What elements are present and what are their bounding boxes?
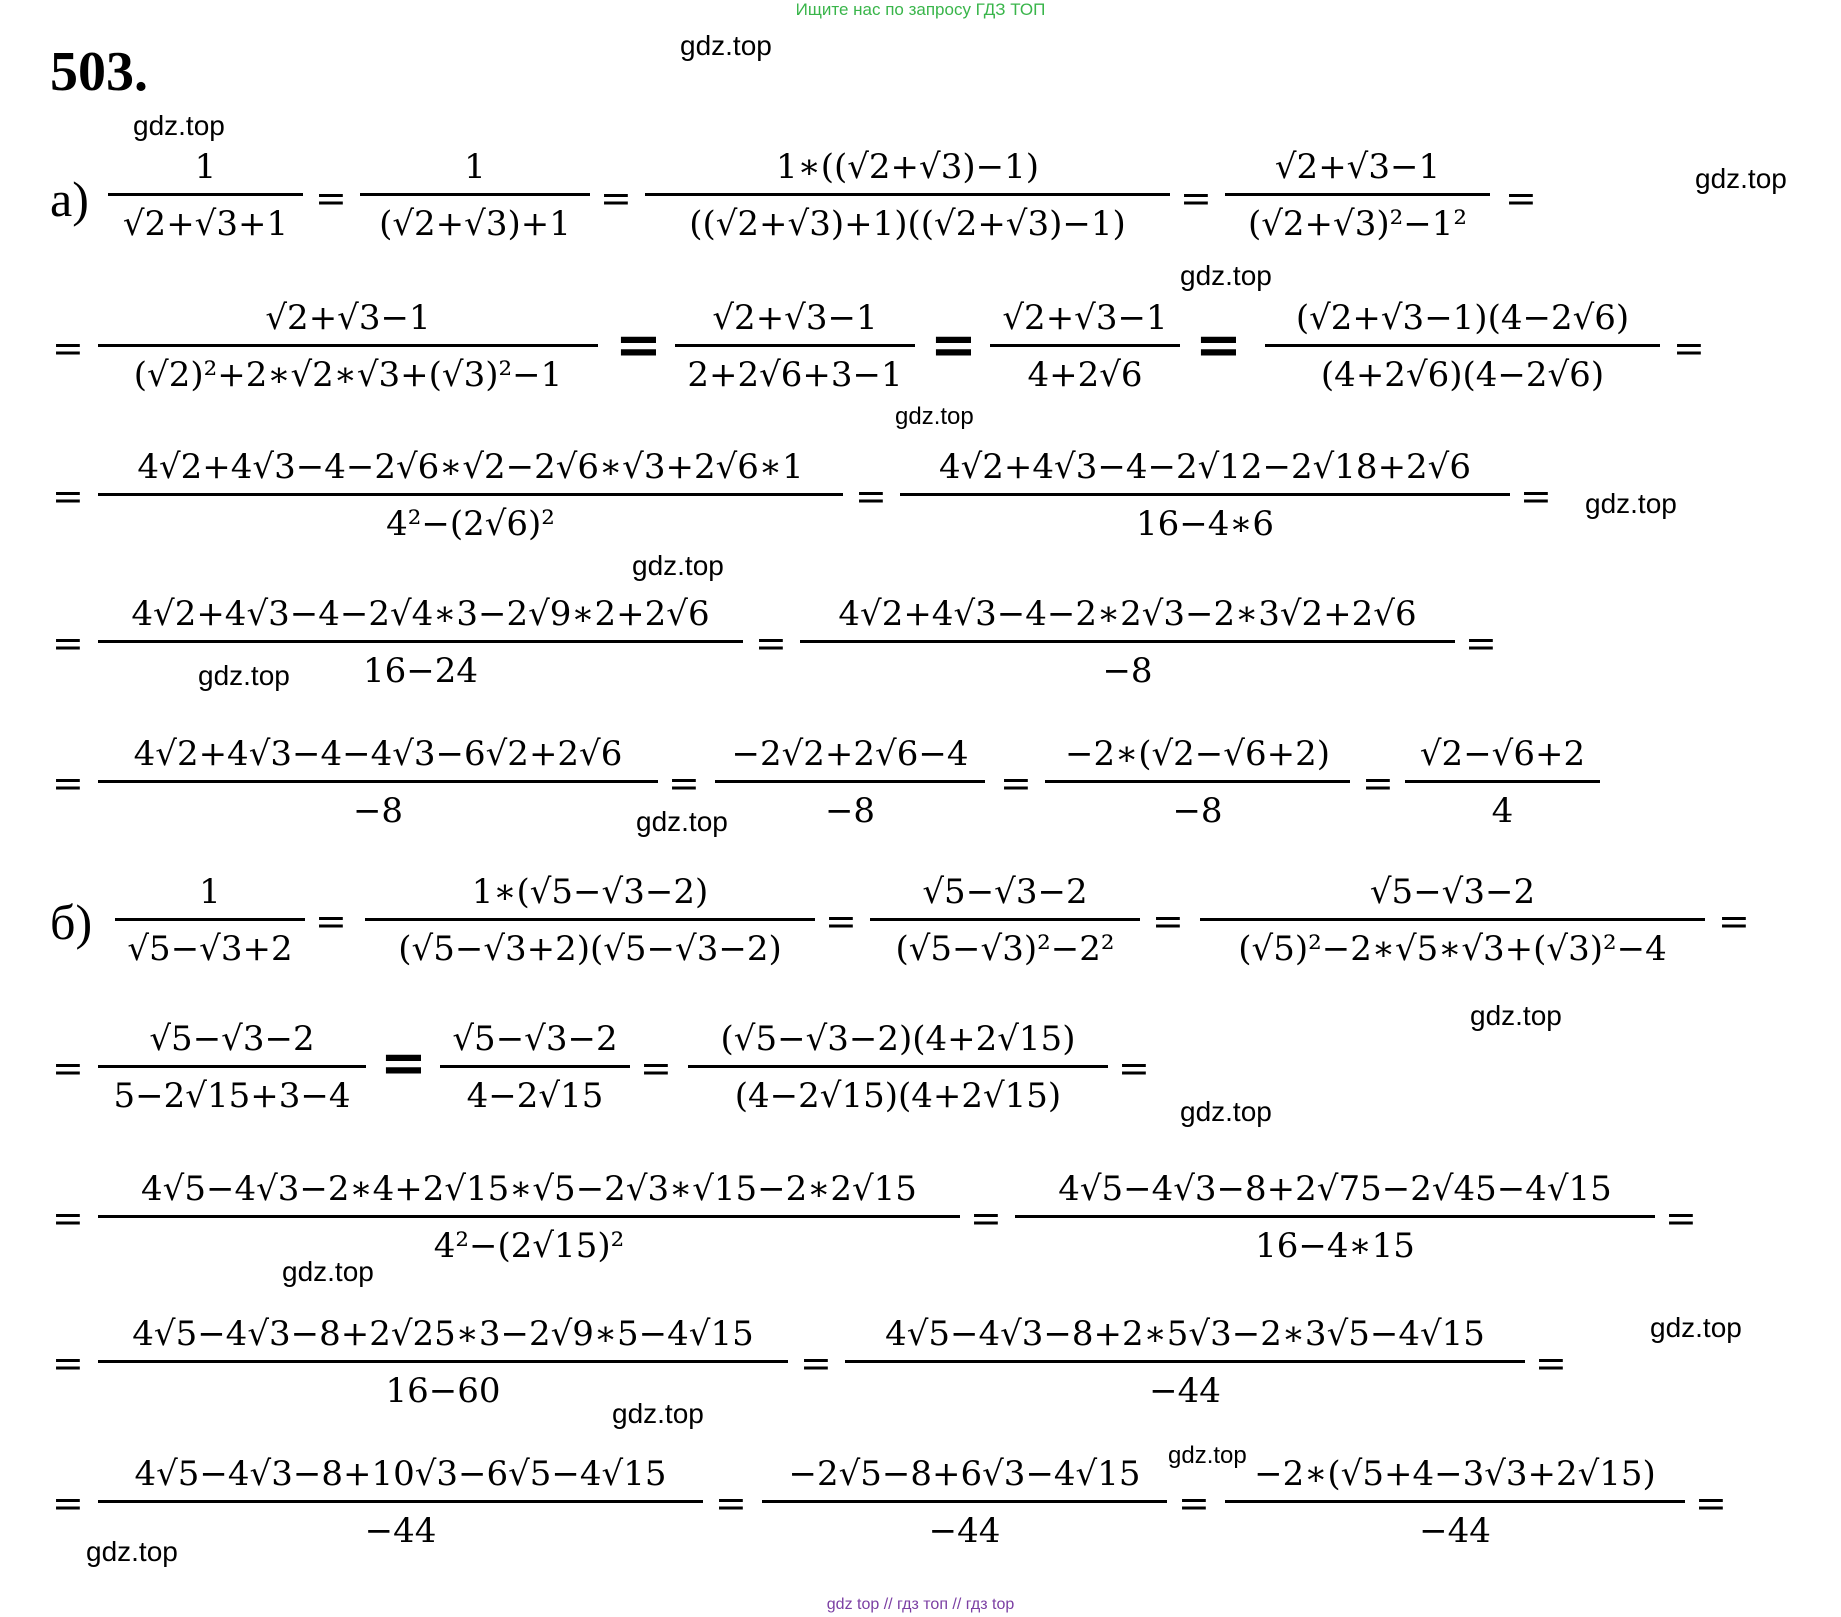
numerator: 4√2+4√3−4−2√6∗√2−2√6∗√3+2√6∗1: [137, 447, 804, 487]
numerator: (√2+√3−1)(4−2√6): [1295, 298, 1630, 338]
equals-sign: =: [52, 326, 84, 370]
fraction: [1200, 870, 1705, 971]
numerator: 4√5−4√3−8+2√75−2√45−4√15: [1058, 1169, 1612, 1209]
denominator: (√2)²+2∗√2∗√3+(√3)²−1: [133, 355, 563, 395]
equals-sign: =: [1180, 176, 1212, 220]
part-b-label: б): [50, 894, 93, 950]
equals-sign: =: [1520, 474, 1552, 518]
denominator: 16−60: [385, 1371, 501, 1411]
numerator: 1∗((√2+√3)−1): [775, 147, 1039, 187]
watermark: gdz.top: [632, 550, 724, 581]
fraction: [645, 145, 1170, 246]
fraction: [98, 296, 598, 397]
denominator: 16−4∗15: [1255, 1226, 1415, 1266]
numerator: 4√2+4√3−4−4√3−6√2+2√6: [133, 734, 623, 774]
fraction: [1405, 732, 1600, 833]
denominator: −8: [1172, 791, 1223, 831]
watermark: gdz.top: [636, 806, 728, 837]
numerator: √2−√6+2: [1419, 734, 1586, 774]
fraction: [870, 870, 1140, 971]
fraction: [360, 145, 590, 246]
numerator: 4√2+4√3−4−2∗2√3−2∗3√2+2√6: [838, 594, 1417, 634]
fraction: [900, 445, 1510, 546]
denominator: 4²−(2√6)²: [386, 504, 555, 544]
numerator: √5−√3−2: [922, 872, 1088, 912]
equals-sign: =: [52, 1196, 84, 1240]
equals-sign: =: [1718, 899, 1750, 943]
fraction: [98, 732, 658, 833]
denominator: (√5)²−2∗√5∗√3+(√3)²−4: [1238, 929, 1667, 969]
denominator: (4−2√15)(4+2√15): [734, 1076, 1062, 1116]
equals-sign: =: [800, 1341, 832, 1385]
denominator: 16−24: [362, 651, 478, 691]
equals-sign: =: [1178, 1481, 1210, 1525]
search-banner[interactable]: Ищите нас по запросу ГДЗ ТОП: [795, 0, 1046, 19]
equals-sign: =: [855, 474, 887, 518]
numerator: 1∗(√5−√3−2): [471, 872, 709, 912]
watermark: gdz.top: [1180, 260, 1272, 291]
footer-links[interactable]: gdz top // гдз топ // гдз top: [826, 1596, 1015, 1613]
fraction: [98, 445, 843, 546]
denominator: 4²−(2√15)²: [433, 1226, 625, 1266]
watermark: gdz.top: [86, 1536, 178, 1567]
fraction: [845, 1312, 1525, 1413]
denominator: √2+√3+1: [122, 204, 289, 244]
numerator: (√5−√3−2)(4+2√15): [720, 1019, 1076, 1059]
denominator: (√2+√3)+1: [379, 204, 571, 244]
numerator: √5−√3−2: [149, 1019, 315, 1059]
denominator: −44: [1419, 1511, 1491, 1551]
equals-sign: =: [1195, 312, 1242, 378]
equals-sign: =: [52, 761, 84, 805]
fraction: [98, 1452, 703, 1553]
watermark: gdz.top: [1168, 1442, 1247, 1469]
numerator: −2√2+2√6−4: [731, 734, 969, 774]
equals-sign: =: [52, 1341, 84, 1385]
equals-sign: =: [930, 312, 977, 378]
fraction: [688, 1017, 1108, 1118]
denominator: √5−√3+2: [127, 929, 293, 969]
fraction: [990, 296, 1180, 397]
fraction: [800, 592, 1455, 693]
numerator: −2√5−8+6√3−4√15: [788, 1454, 1141, 1494]
fraction: [365, 870, 815, 971]
equals-sign: =: [825, 899, 857, 943]
watermark: gdz.top: [1650, 1312, 1742, 1343]
denominator: 4−2√15: [466, 1076, 604, 1116]
fraction: [1225, 145, 1490, 246]
fraction: [1225, 1452, 1685, 1553]
denominator: 5−2√15+3−4: [113, 1076, 351, 1116]
equals-sign: =: [1152, 899, 1184, 943]
fraction: [108, 145, 303, 246]
equals-sign: =: [52, 621, 84, 665]
equals-sign: =: [52, 1481, 84, 1525]
watermark: gdz.top: [1695, 163, 1787, 194]
numerator: 1: [199, 872, 221, 912]
equals-sign: =: [1465, 621, 1497, 665]
watermark: gdz.top: [1180, 1096, 1272, 1127]
numerator: 1: [194, 147, 217, 187]
watermark: gdz.top: [198, 660, 290, 691]
fraction: [98, 592, 743, 693]
equals-sign: =: [1673, 326, 1705, 370]
numerator: 4√5−4√3−8+10√3−6√5−4√15: [134, 1454, 667, 1494]
numerator: 4√5−4√3−8+2∗5√3−2∗3√5−4√15: [885, 1314, 1485, 1354]
numerator: 4√5−4√3−8+2√25∗3−2√9∗5−4√15: [132, 1314, 754, 1354]
denominator: −8: [824, 791, 876, 831]
denominator: −44: [1149, 1371, 1221, 1411]
fraction: [115, 870, 305, 971]
denominator: 2+2√6+3−1: [687, 355, 903, 395]
watermark: gdz.top: [1470, 1000, 1562, 1031]
fraction: [1265, 296, 1660, 397]
equals-sign: =: [1535, 1341, 1567, 1385]
watermark: gdz.top: [680, 30, 772, 61]
denominator: −8: [1102, 651, 1153, 691]
denominator: 4+2√6: [1027, 355, 1143, 395]
equals-sign: =: [600, 176, 632, 220]
denominator: (√5−√3+2)(√5−√3−2): [398, 929, 782, 969]
equals-sign: =: [715, 1481, 747, 1525]
equals-sign: =: [970, 1196, 1002, 1240]
numerator: √2+√3−1: [712, 298, 878, 338]
fraction: [1015, 1167, 1655, 1268]
equals-sign: =: [1505, 176, 1537, 220]
denominator: −8: [352, 791, 404, 831]
denominator: −44: [928, 1511, 1001, 1551]
equals-sign: =: [668, 761, 700, 805]
denominator: 4: [1491, 791, 1514, 831]
watermark: gdz.top: [612, 1398, 704, 1429]
part-a-label: а): [50, 171, 89, 227]
denominator: −44: [364, 1511, 437, 1551]
denominator: (√2+√3)²−1²: [1248, 204, 1467, 244]
equals-sign: =: [615, 312, 662, 378]
watermark: gdz.top: [1585, 488, 1677, 519]
numerator: √2+√3−1: [265, 298, 431, 338]
numerator: −2∗(√5+4−3√3+2√15): [1254, 1454, 1656, 1494]
problem-number: 503.: [50, 41, 148, 103]
numerator: 4√5−4√3−2∗4+2√15∗√5−2√3∗√15−2∗2√15: [141, 1169, 917, 1209]
numerator: 4√2+4√3−4−2√12−2√18+2√6: [939, 447, 1471, 487]
equals-sign: =: [52, 1046, 84, 1090]
denominator: (√5−√3)²−2²: [895, 929, 1115, 969]
numerator: √5−√3−2: [1369, 872, 1536, 912]
equals-sign: =: [640, 1046, 672, 1090]
equals-sign: =: [1118, 1046, 1150, 1090]
fraction: [1045, 732, 1350, 833]
numerator: √2+√3−1: [1274, 147, 1441, 187]
equals-sign: =: [315, 899, 347, 943]
fraction: [98, 1017, 366, 1118]
numerator: √2+√3−1: [1002, 298, 1168, 338]
equals-sign: =: [755, 621, 787, 665]
fraction: [440, 1017, 630, 1118]
numerator: −2∗(√2−√6+2): [1065, 734, 1330, 774]
equals-sign: =: [1665, 1196, 1697, 1240]
equals-sign: =: [52, 474, 84, 518]
equals-sign: =: [1362, 761, 1394, 805]
watermark: gdz.top: [282, 1256, 374, 1287]
equals-sign: =: [1695, 1481, 1727, 1525]
denominator: (4+2√6)(4−2√6): [1320, 355, 1605, 395]
watermark: gdz.top: [895, 403, 974, 430]
denominator: 16−4∗6: [1135, 504, 1275, 544]
fraction: [762, 1452, 1167, 1553]
denominator: ((√2+√3)+1)((√2+√3)−1): [689, 204, 1126, 244]
equals-sign: =: [380, 1030, 427, 1096]
numerator: 4√2+4√3−4−2√4∗3−2√9∗2+2√6: [131, 594, 710, 634]
equals-sign: =: [1000, 761, 1032, 805]
fraction: [675, 296, 915, 397]
numerator: 1: [464, 147, 486, 187]
watermark: gdz.top: [133, 110, 225, 141]
numerator: √5−√3−2: [452, 1019, 618, 1059]
fraction: [715, 732, 985, 833]
fraction: [98, 1167, 960, 1268]
equals-sign: =: [315, 176, 347, 220]
